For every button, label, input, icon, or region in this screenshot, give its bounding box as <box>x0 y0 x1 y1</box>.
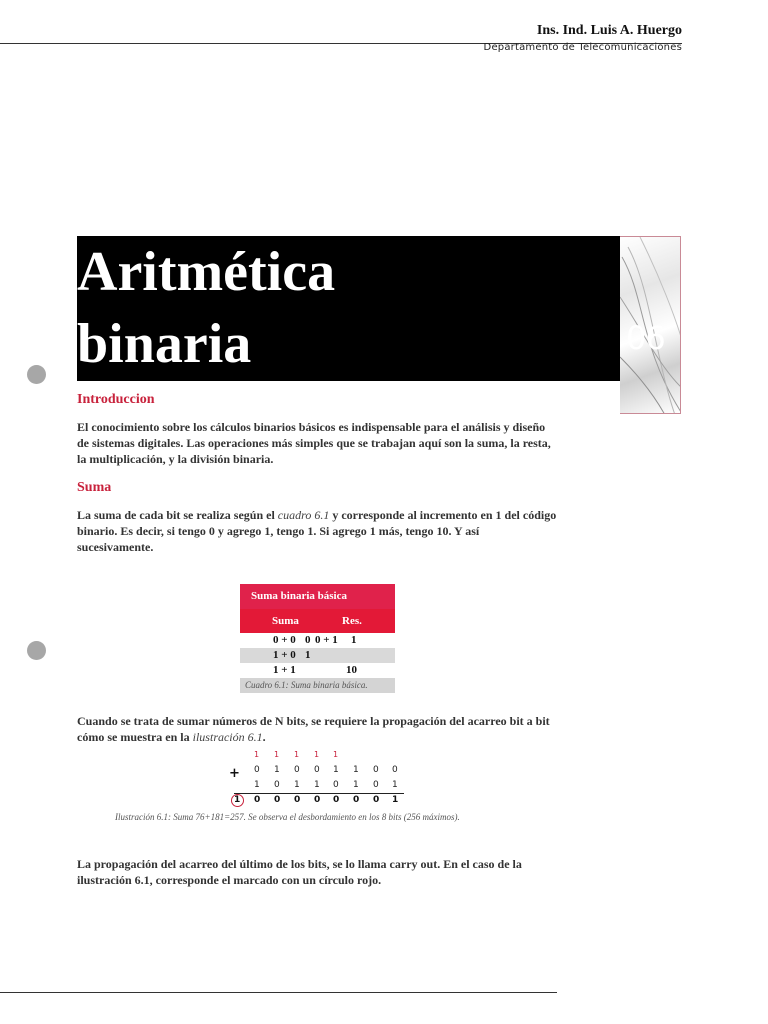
footer-rule <box>0 992 557 993</box>
suma-paragraph-3: La propagación del acarreo del último de los bits, se lo llama carry out. En el caso de la ilustración 6.1, corresponde el marcado con un círculo rojo. <box>77 857 522 887</box>
carry-bit: 1 <box>294 750 300 759</box>
carry-bit: 1 <box>314 750 320 759</box>
suma-p1-text: La suma de cada bit se realiza según el <box>77 508 278 522</box>
school-name: Ins. Ind. Luis A. Huergo <box>536 23 682 38</box>
chapter-number-panel <box>620 236 681 414</box>
cuadro-reference: cuadro 6.1 <box>277 508 330 522</box>
table-row <box>240 663 395 678</box>
bit: 0 <box>314 765 320 775</box>
bit: 1 <box>274 765 280 775</box>
table-caption: Cuadro 6.1: Suma binaria básica. <box>240 678 395 693</box>
cell-res: 1 <box>351 634 357 646</box>
table-header-row <box>240 609 395 633</box>
bit: 0 <box>353 795 360 805</box>
bit: 0 <box>333 795 340 805</box>
bit: 0 <box>254 765 260 775</box>
cell-res: 10 <box>346 664 357 676</box>
suma-heading: Suma <box>77 480 112 495</box>
cell-extra: 0 <box>305 634 311 646</box>
carry-bit: 1 <box>333 750 339 759</box>
bit: 0 <box>254 795 261 805</box>
bit: 0 <box>274 795 281 805</box>
bit: 1 <box>254 780 260 790</box>
bit: 1 <box>392 780 398 790</box>
bit: 1 <box>294 780 300 790</box>
bit: 0 <box>294 765 300 775</box>
title-line-2: binaria <box>77 313 252 375</box>
bit: 1 <box>353 780 359 790</box>
col-header-res: Res. <box>342 615 362 627</box>
plus-sign: + <box>229 766 240 781</box>
title-line-1: Aritmética <box>77 241 336 303</box>
suma-paragraph-2 <box>77 713 557 745</box>
bit: 0 <box>373 780 379 790</box>
cell-suma: 1 + 1 <box>273 664 296 676</box>
bit: 1 <box>314 780 320 790</box>
table-row <box>240 648 395 663</box>
table-title: Suma binaria básica <box>240 584 395 609</box>
bit: 1 <box>392 795 399 805</box>
carry-bit: 1 <box>254 750 260 759</box>
bit: 0 <box>314 795 321 805</box>
bit: 0 <box>274 780 280 790</box>
bit: 0 <box>294 795 301 805</box>
bit: 0 <box>373 765 379 775</box>
intro-paragraph: El conocimiento sobre los cálculos binarios básicos es indispensable para el análisis y diseño de sistemas digitales. Las operaciones más simples que se trabajan aquí son la suma, la resta, la multiplicación, y la división binaria. <box>77 420 551 466</box>
ilustracion-reference: ilustración 6.1 <box>192 730 263 744</box>
chapter-title-block <box>77 236 620 381</box>
margin-dot <box>27 365 46 384</box>
basic-binary-sum-table <box>240 584 395 693</box>
chapter-number: 06 <box>626 319 665 357</box>
margin-dot <box>27 641 46 660</box>
table-row <box>240 633 395 648</box>
sum-rule <box>234 793 404 794</box>
carry-bit: 1 <box>274 750 280 759</box>
bit: 0 <box>392 765 398 775</box>
cell-suma: 1 + 0 <box>273 649 296 661</box>
department-name: Departamento de Telecomunicaciones <box>483 42 682 53</box>
intro-heading: Introduccion <box>77 392 155 407</box>
cell-res: 1 <box>305 649 311 661</box>
bit: 0 <box>373 795 380 805</box>
col-header-suma: Suma <box>272 615 299 627</box>
suma-p2-text-cont: . <box>262 730 266 744</box>
cell-suma: 0 + 0 <box>273 634 296 646</box>
suma-paragraph-1 <box>77 507 557 555</box>
bit: 1 <box>353 765 359 775</box>
illustration-caption: Ilustración 6.1: Suma 76+181=257. Se observa el desbordamiento en los 8 bits (256 máximos). <box>115 812 460 822</box>
carry-out-bit: 1 <box>234 795 241 805</box>
cell-extra-suma: 0 + 1 <box>315 634 338 646</box>
chapter-title <box>77 236 335 380</box>
suma-p2-text: Cuando se trata de sumar números de N bits, se requiere la propagación del acarreo bit a bit cómo se muestra en la <box>77 714 550 744</box>
suma-p1-text-cont: y corresponde al incremento en 1 del código binario. Es decir, si tengo 0 y agrego 1, tengo 1. Si agrego 1 más, tengo 10. Y así sucesivamente. <box>77 508 557 554</box>
bit: 1 <box>333 765 339 775</box>
bit: 0 <box>333 780 339 790</box>
